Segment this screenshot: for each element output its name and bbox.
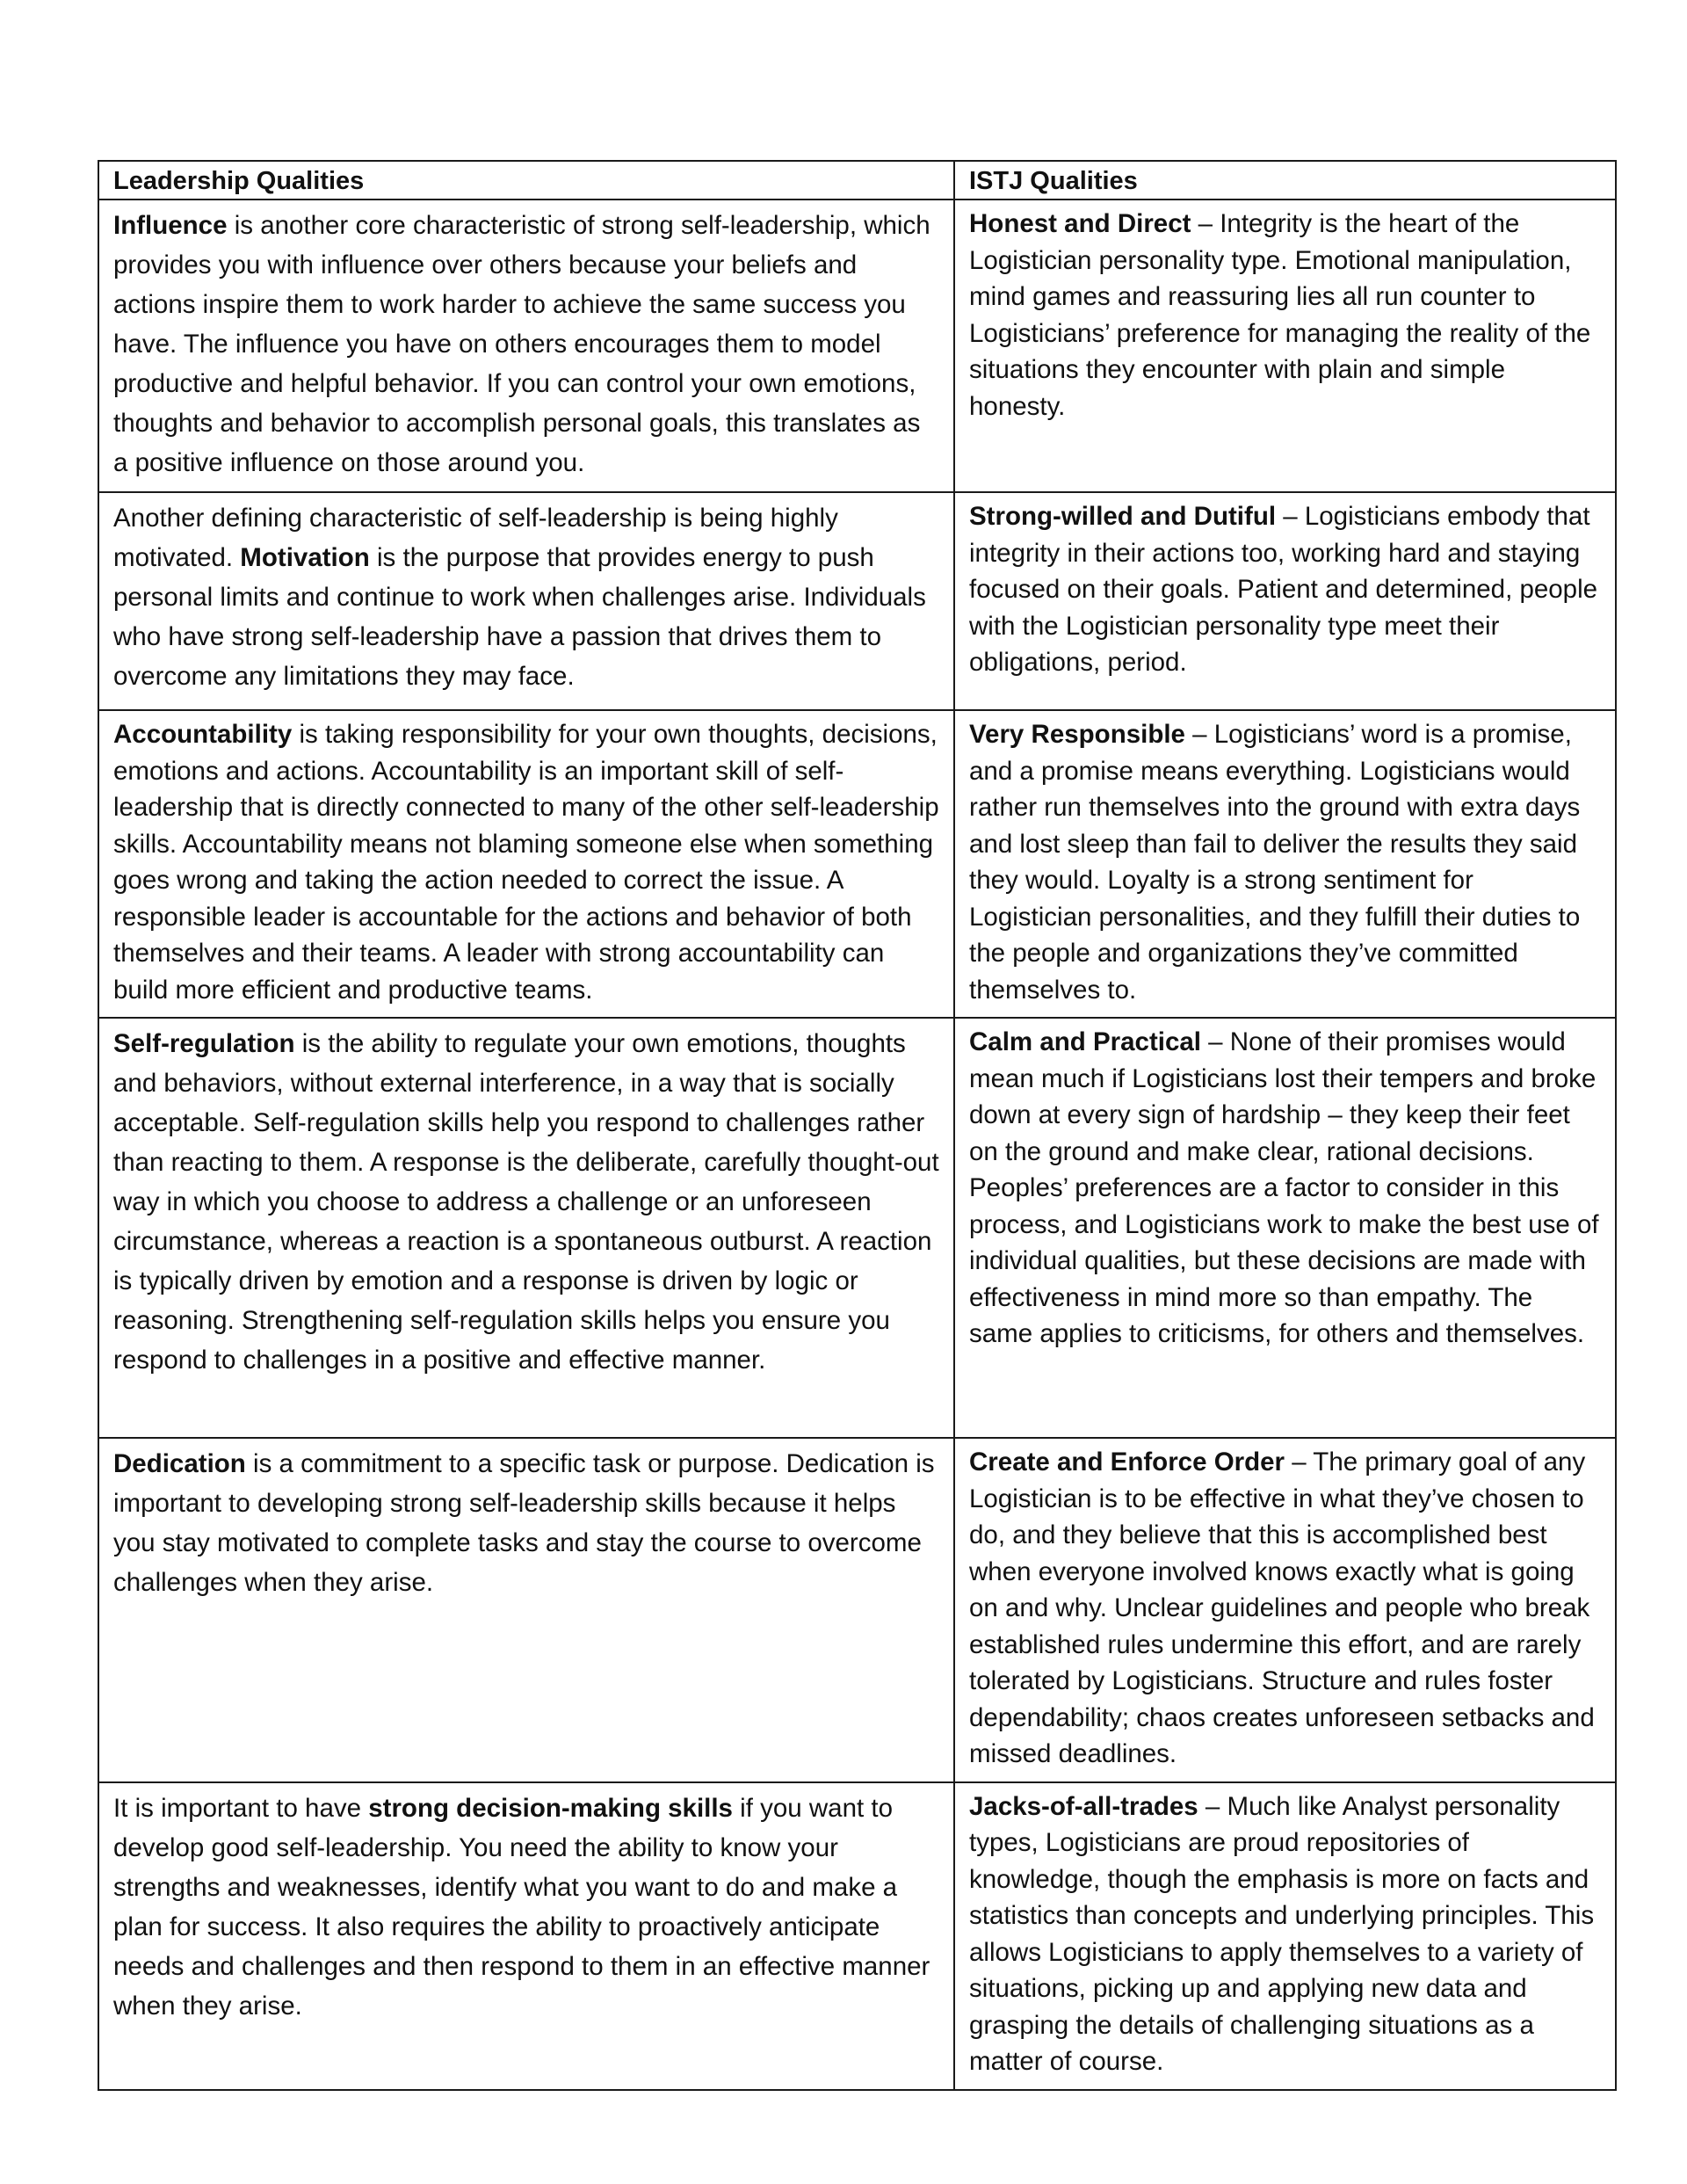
istj-term: Create and Enforce Order <box>969 1448 1285 1477</box>
table-header-row <box>98 161 1616 200</box>
istj-cell <box>954 1782 1616 2090</box>
leadership-term: Influence <box>113 211 228 240</box>
cell-text: – Logisticians’ word is a promise, and a promise means everything. Logisticians would rather run themselves into the ground with extra days and lost sleep than fail to deliver the results they said they would. Loyalty is a strong sentiment for Logistician personalities, and they fulfill their duties to the people and organizations they’ve committed themselves to. <box>969 720 1581 1005</box>
cell-text: is taking responsibility for your own thoughts, decisions, emotions and actions. Accountability is an important skill of self-leadership that is directly connected to many of the other self-leadership skills. Accountability means not blaming someone else when something goes wrong and taking the action needed to correct the issue. A responsible leader is accountable for the actions and behavior of both themselves and their teams. A leader with strong accountability can build more efficient and productive teams. <box>113 720 939 1005</box>
leadership-term: Self-regulation <box>113 1029 295 1058</box>
cell-text: is a commitment to a specific task or purpose. Dedication is important to developing strong self-leadership skills because it helps you stay motivated to complete tasks and stay the course to overcome challenges when they arise. <box>113 1449 935 1597</box>
leadership-cell <box>98 1438 954 1782</box>
istj-term: Strong-willed and Dutiful <box>969 502 1277 531</box>
leadership-term: strong decision-making skills <box>368 1793 733 1823</box>
cell-text-pre: Another defining characteristic of self-leadership is being highly motivated. <box>113 504 838 572</box>
istj-term: Calm and Practical <box>969 1027 1201 1056</box>
istj-cell <box>954 710 1616 1018</box>
leadership-term: Dedication <box>113 1449 246 1478</box>
leadership-term: Motivation <box>240 543 370 572</box>
header-istj-qualities: ISTJ Qualities <box>954 161 1616 200</box>
cell-text: – Integrity is the heart of the Logistician personality type. Emotional manipulation, mind games and reassuring lies all run counter to Logisticians’ preference for managing the reality of the situations they encounter with plain and simple honesty. <box>969 209 1591 421</box>
cell-text: – The primary goal of any Logistician is to be effective in what they’ve chosen to do, and they believe that this is accomplished best when everyone involved knows exactly what is going on and why. Unclear guidelines and people who break established rules undermine this effort, and are rarely tolerated by Logisticians. Structure and rules foster dependability; chaos creates unforeseen setbacks and missed deadlines. <box>969 1448 1595 1768</box>
istj-cell <box>954 200 1616 492</box>
cell-text: – None of their promises would mean much if Logisticians lost their tempers and broke down at every sign of hardship – they keep their feet on the ground and make clear, rational decisions. Peoples’ preferences are a factor to consider in this process, and Logisticians work to make the best use of individual qualities, but these decisions are made with effectiveness in mind more so than empathy. The same applies to criticisms, for others and themselves. <box>969 1027 1599 1348</box>
leadership-cell <box>98 1782 954 2090</box>
table-row <box>98 1018 1616 1438</box>
table-row <box>98 710 1616 1018</box>
table-row <box>98 1782 1616 2090</box>
istj-cell <box>954 492 1616 710</box>
leadership-cell <box>98 200 954 492</box>
comparison-table <box>98 160 1617 2091</box>
istj-cell <box>954 1018 1616 1438</box>
istj-cell <box>954 1438 1616 1782</box>
istj-term: Jacks-of-all-trades <box>969 1791 1198 1821</box>
leadership-cell <box>98 1018 954 1438</box>
leadership-cell <box>98 710 954 1018</box>
istj-term: Honest and Direct <box>969 209 1191 238</box>
cell-text: is the ability to regulate your own emotions, thoughts and behaviors, without external interference, in a way that is socially acceptable. Self-regulation skills help you respond to challenges rather than reacting to them. A response is the deliberate, carefully thought-out way in which you choose to address a challenge or an unforeseen circumstance, whereas a reaction is a spontaneous outburst. A reaction is typically driven by emotion and a response is driven by logic or reasoning. Strengthening self-regulation skills helps you ensure you respond to challenges in a positive and effective manner. <box>113 1029 939 1375</box>
cell-text: – Logisticians embody that integrity in their actions too, working hard and staying focused on their goals. Patient and determined, people with the Logistician personality type meet their obligations, period. <box>969 502 1598 677</box>
table-row <box>98 1438 1616 1782</box>
istj-term: Very Responsible <box>969 720 1185 749</box>
table-row <box>98 492 1616 710</box>
cell-text-pre: It is important to have <box>113 1793 369 1823</box>
cell-text: is the purpose that provides energy to push personal limits and continue to work when challenges arise. Individuals who have strong self-leadership have a passion that drives them to overcome any limitations they may face. <box>113 543 926 691</box>
leadership-cell <box>98 492 954 710</box>
header-leadership-qualities: Leadership Qualities <box>98 161 954 200</box>
cell-text: if you want to develop good self-leadership. You need the ability to know your strengths and weaknesses, identify what you want to do and make a plan for success. It also requires the ability to proactively anticipate needs and challenges and then respond to them in an effective manner when they arise. <box>113 1793 930 2021</box>
cell-text: is another core characteristic of strong self-leadership, which provides you with influence over others because your beliefs and actions inspire them to work harder to achieve the same success you have. The influence you have on others encourages them to model productive and helpful behavior. If you can control your own emotions, thoughts and behavior to accomplish personal goals, this translates as a positive influence on those around you. <box>113 211 930 477</box>
leadership-term: Accountability <box>113 720 293 749</box>
cell-text: – Much like Analyst personality types, Logisticians are proud repositories of knowledge, though the emphasis is more on facts and statistics than concepts and underlying principles. This allows Logisticians to apply themselves to a variety of situations, picking up and applying new data and grasping the details of challenging situations as a matter of course. <box>969 1791 1595 2076</box>
table-row <box>98 200 1616 492</box>
